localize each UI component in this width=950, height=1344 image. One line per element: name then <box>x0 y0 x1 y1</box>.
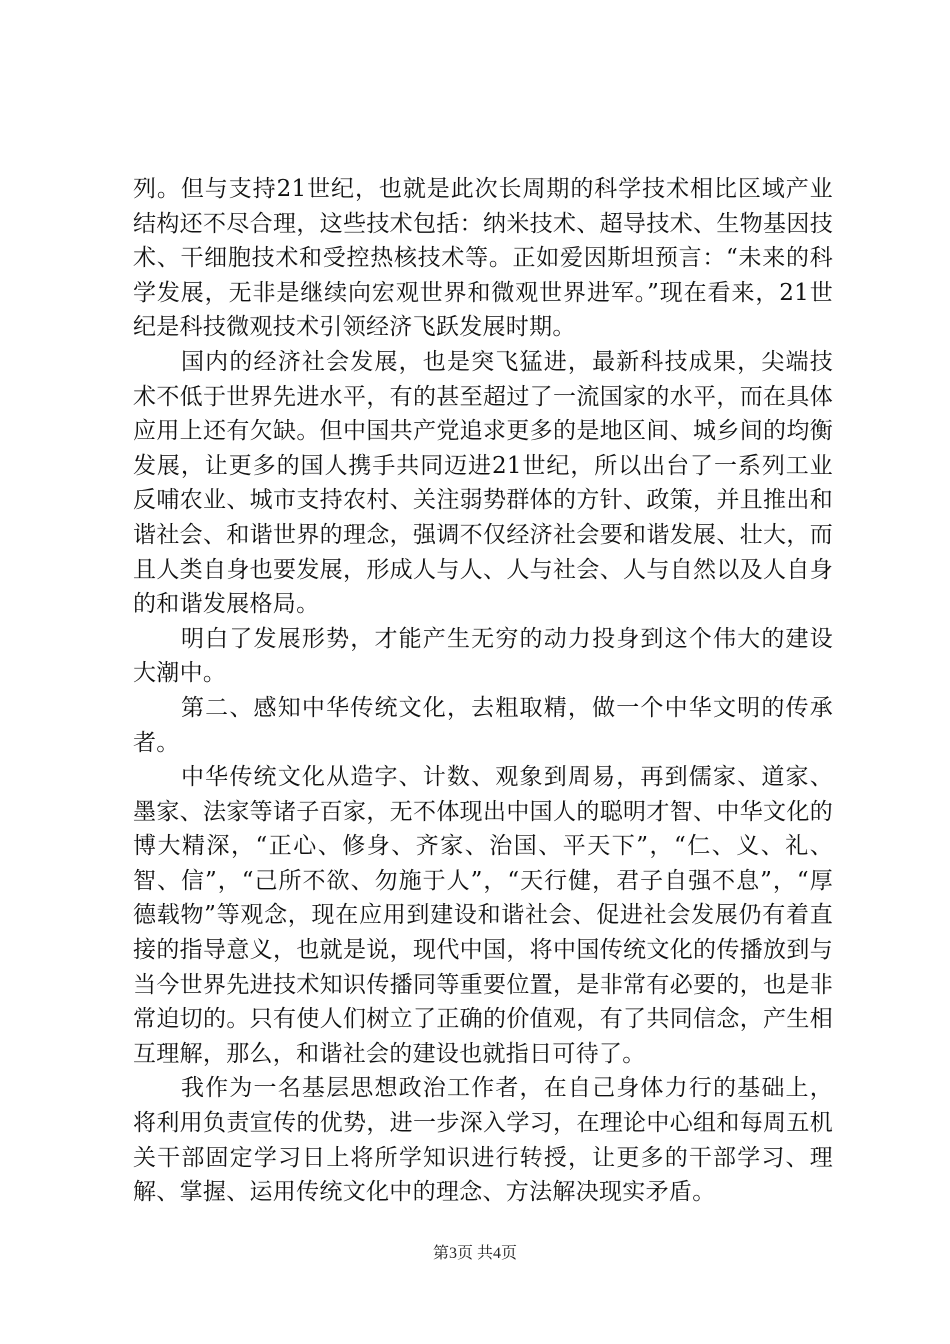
paragraph-domestic-development: 国内的经济社会发展，也是突飞猛进，最新科技成果，尖端技术不低于世界先进水平，有的甚至超过了一流国家的水平，而在具体应用上还有欠缺。但中国共产党追求更多的是地区间、城乡间的均衡发展，让更多的国人携手共同迈进21世纪，所以出台了一系列工业反哺农业、城市支持农村、关注弱势群体的方针、政策，并且推出和谐社会、和谐世界的理念，强调不仅经济社会要和谐发展、壮大，而且人类自身也要发展，形成人与人、人与社会、人与自然以及人自身的和谐发展格局。 <box>133 348 833 618</box>
document-body <box>133 172 833 1210</box>
page-number-label: 第3页 共4页 <box>432 1245 517 1262</box>
paragraph-personal-commitment: 我作为一名基层思想政治工作者，在自己身体力行的基础上，将利用负责宣传的优势，进一步深入学习，在理论中心组和每周五机关干部固定学习日上将所学知识进行转授，让更多的干部学习、理解、掌握、运用传统文化中的理念、方法解决现实矛盾。 <box>133 1075 833 1206</box>
paragraph-traditional-culture: 中华传统文化从造字、计数、观象到周易，再到儒家、道家、墨家、法家等诸子百家，无不体现出中国人的聪明才智、中华文化的博大精深，“正心、修身、齐家、治国、平天下”，“仁、义、礼、智、信”，“己所不欲、勿施于人”，“天行健，君子自强不息”，“厚德载物”等观念，现在应用到建设和谐社会、促进社会发展仍有着直接的指导意义，也就是说，现代中国，将中国传统文化的传播放到与当今世界先进技术知识传播同等重要位置，是非常有必要的，也是非常迫切的。只有使人们树立了正确的价值观，有了共同信念，产生相互理解，那么，和谐社会的建设也就指日可待了。 <box>133 764 833 1067</box>
paragraph-section-two-heading: 第二、感知中华传统文化，去粗取精，做一个中华文明的传承者。 <box>133 694 833 756</box>
page-footer <box>0 1244 950 1264</box>
paragraph-continuation: 列。但与支持21世纪，也就是此次长周期的科学技术相比区域产业结构还不尽合理，这些技术包括：纳米技术、超导技术、生物基因技术、干细胞技术和受控热核技术等。正如爱因斯坦预言：“未来的科学发展，无非是继续向宏观世界和微观世界进军。”现在看来，21世纪是科技微观技术引领经济飞跃发展时期。 <box>133 176 833 341</box>
paragraph-development-situation: 明白了发展形势，才能产生无穷的动力投身到这个伟大的建设大潮中。 <box>133 625 833 687</box>
